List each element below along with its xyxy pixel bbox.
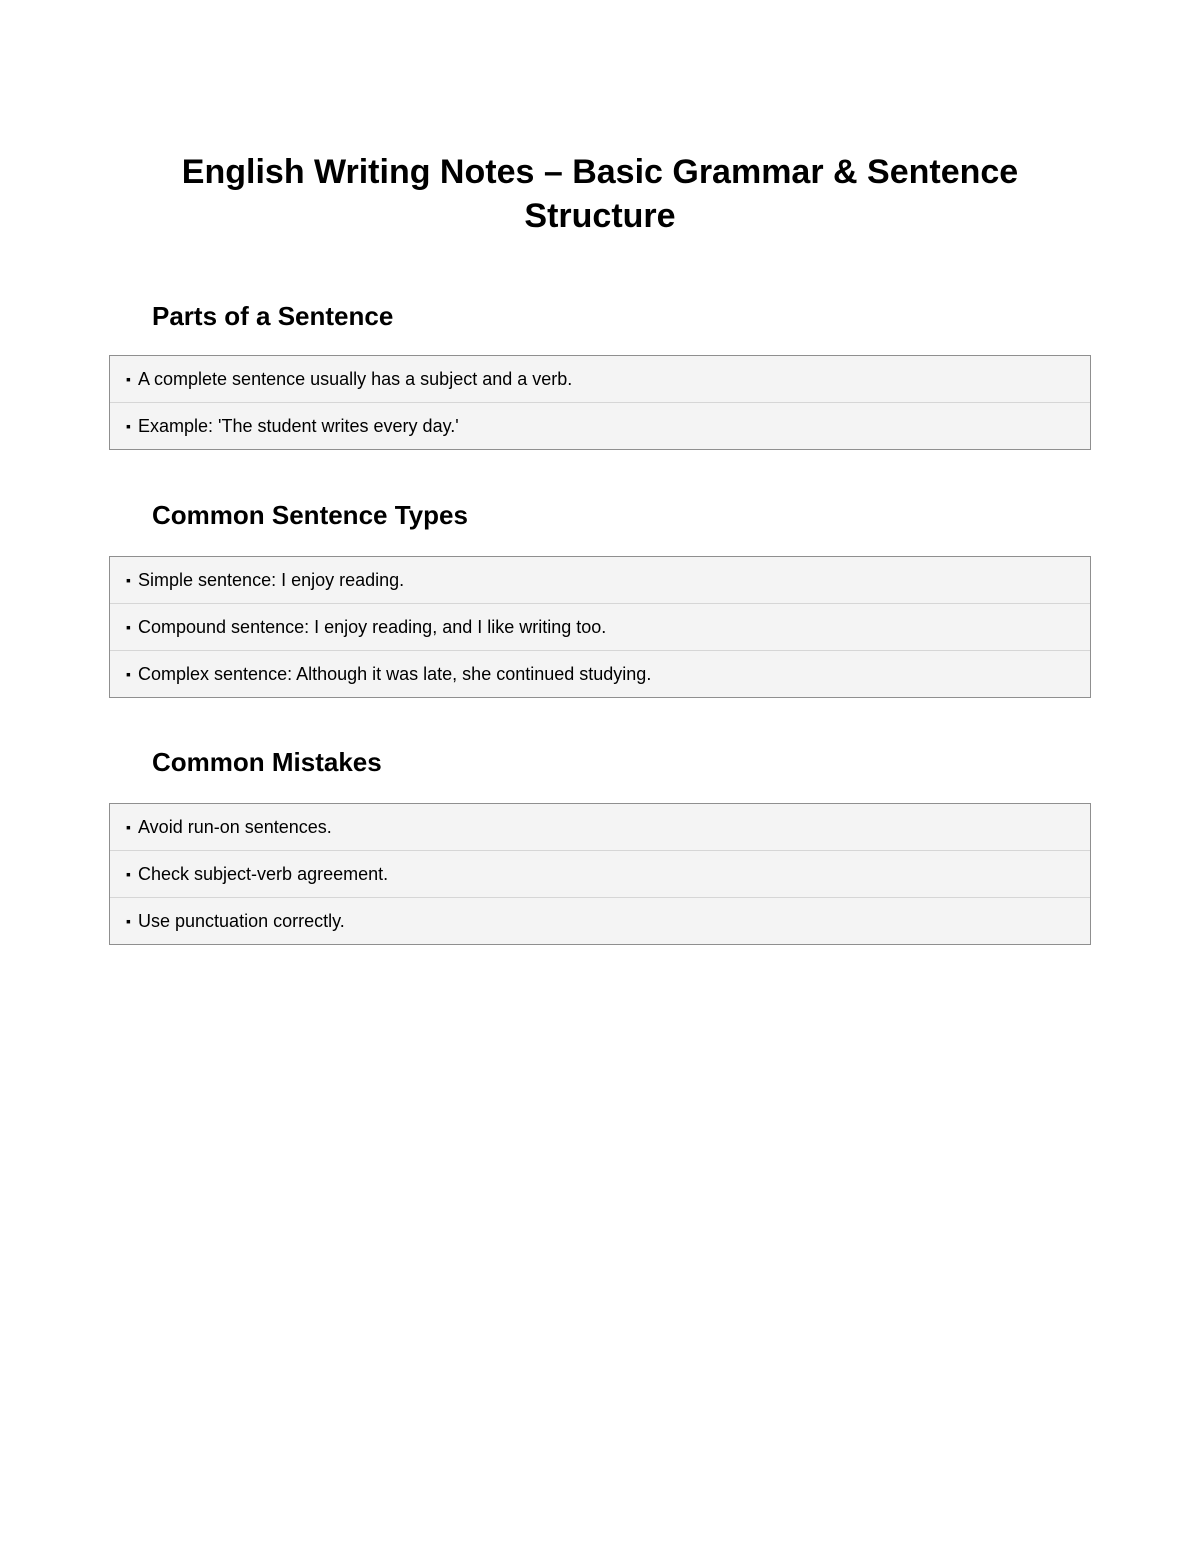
list-item — [110, 356, 1090, 402]
notes-box-parts-of-a-sentence — [109, 355, 1091, 450]
page-title: English Writing Notes – Basic Grammar & Sentence Structure — [181, 153, 1019, 235]
list-item — [110, 557, 1090, 603]
bullet-icon: ▪ — [126, 619, 131, 635]
section-heading-common-mistakes: Common Mistakes — [152, 747, 382, 777]
list-item — [110, 603, 1090, 650]
list-item — [110, 897, 1090, 944]
list-item-text: A complete sentence usually has a subject and a verb. — [138, 369, 573, 389]
bullet-icon: ▪ — [126, 371, 131, 387]
bullet-icon: ▪ — [126, 819, 131, 835]
notes-box-common-mistakes — [109, 803, 1091, 945]
section-heading-parts-of-a-sentence: Parts of a Sentence — [152, 301, 394, 331]
list-item — [110, 650, 1090, 697]
list-item-text: Complex sentence: Although it was late, she continued studying. — [138, 664, 652, 684]
list-item-text: Avoid run-on sentences. — [138, 817, 332, 837]
list-item-text: Check subject-verb agreement. — [138, 864, 389, 884]
list-item — [110, 402, 1090, 449]
bullet-icon: ▪ — [126, 666, 131, 682]
notes-box-common-sentence-types — [109, 556, 1091, 698]
bullet-icon: ▪ — [126, 572, 131, 588]
list-item-text: Simple sentence: I enjoy reading. — [138, 570, 405, 590]
section-heading-common-sentence-types: Common Sentence Types — [152, 500, 468, 530]
list-item — [110, 850, 1090, 897]
list-item — [110, 804, 1090, 850]
bullet-icon: ▪ — [126, 418, 131, 434]
list-item-text: Example: 'The student writes every day.' — [138, 416, 459, 436]
bullet-icon: ▪ — [126, 866, 131, 882]
list-item-text: Compound sentence: I enjoy reading, and I like writing too. — [138, 617, 607, 637]
bullet-icon: ▪ — [126, 913, 131, 929]
list-item-text: Use punctuation correctly. — [138, 911, 345, 931]
